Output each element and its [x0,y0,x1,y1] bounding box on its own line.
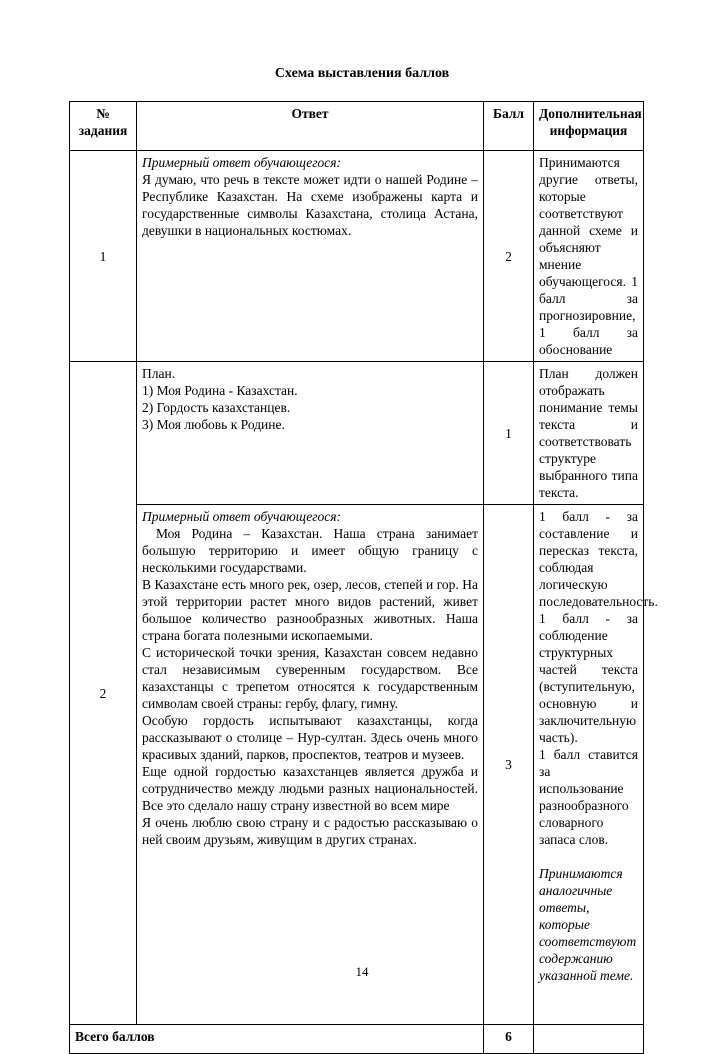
total-info-empty [534,1025,644,1054]
spacer [539,848,638,865]
page-number: 14 [355,964,369,979]
table-row [70,505,644,1025]
task2-essay-info [534,505,658,1025]
header-score: Балл [484,102,534,151]
essay-paragraph: Моя Родина – Казахстан. Наша страна занимает большую территорию и имеет общую границу с несколькими государствами. [142,526,478,575]
header-additional-info: Дополнительная информация [534,102,644,151]
task2-essay-intro: Примерный ответ обучающегося: [142,509,342,524]
task2-essay-score: 3 [484,505,534,1025]
total-score: 6 [484,1025,534,1054]
task2-plan-info: План должен отображать понимание темы текста и соответствовать структуре выбранного типа текста. [534,362,644,505]
task1-score: 2 [484,151,534,362]
essay-paragraph: Я очень люблю свою страну и с радостью рассказываю о ней своим друзьям, живущим в других странах. [142,815,478,847]
list-item: 2) Гордость казахстанцев. [142,400,291,415]
list-item: 3) Моя любовь к Родине. [142,417,285,432]
task1-number: 1 [70,151,137,362]
task2-essay [137,505,484,1025]
list-item: 1) Моя Родина - Казахстан. [142,383,298,398]
task1-answer [137,151,484,362]
table-row [70,362,644,505]
scoring-table [69,101,658,1054]
header-answer: Ответ [137,102,484,151]
task2-plan-title: План. [142,366,176,381]
task1-info: Принимаются другие ответы, которые соответствуют данной схеме и объясняют мнение обучающегося. 1 балл за прогнозировние, 1 балл за обоснование [534,151,644,362]
essay-paragraph: С исторической точки зрения, Казахстан совсем недавно стал независимым суверенным государством. Все казахстанцы с трепетом относятся к государственным символам своей страны: гербу, флагу, гимну. [142,645,478,711]
table-row [70,151,644,362]
page-title: Схема выставления баллов [274,66,450,81]
table-header-row [70,102,644,151]
info-point: 1 балл - за соблюдение структурных частей текста (вступительную, основную и заключительную часть). [539,611,638,745]
task2-number: 2 [70,362,137,1025]
info-note: Принимаются аналогичные ответы, которые соответствуют содержанию указанной теме. [539,866,637,983]
essay-paragraph: Особую гордость испытывают казахстанцы, когда рассказывают о столице – Нур-султан. Здесь очень много красивых зданий, парков, проспектов, театров и музеев. [142,713,478,762]
essay-paragraph: Еще одной гордостью казахстанцев является дружба и сотрудничество между людьми разных национальностей. Все это сделало нашу страну известной во всем мире [142,764,478,813]
total-label: Всего баллов [70,1025,484,1054]
task2-plan-score: 1 [484,362,534,505]
task2-plan [137,362,484,505]
info-point: 1 балл ставится за использование разнообразного словарного запаса слов. [539,747,638,847]
essay-paragraph: В Казахстане есть много рек, озер, лесов, степей и гор. На этой территории растет много видов растений, живет большое количество разнообразных животных. Наша страна богата полезными ископаемыми. [142,577,478,643]
total-row [70,1025,644,1054]
task1-answer-text: Я думаю, что речь в тексте может идти о нашей Родине – Республике Казахстан. На схеме изображены карта и государственные символы Казахстана, столица Астана, девушки в национальных костюмах. [142,172,478,238]
header-task-number: № задания [70,102,137,151]
task1-answer-intro: Примерный ответ обучающегося: [142,155,342,170]
info-point: 1 балл - за составление и пересказ текста, соблюдая логическую последовательность. [539,509,658,609]
